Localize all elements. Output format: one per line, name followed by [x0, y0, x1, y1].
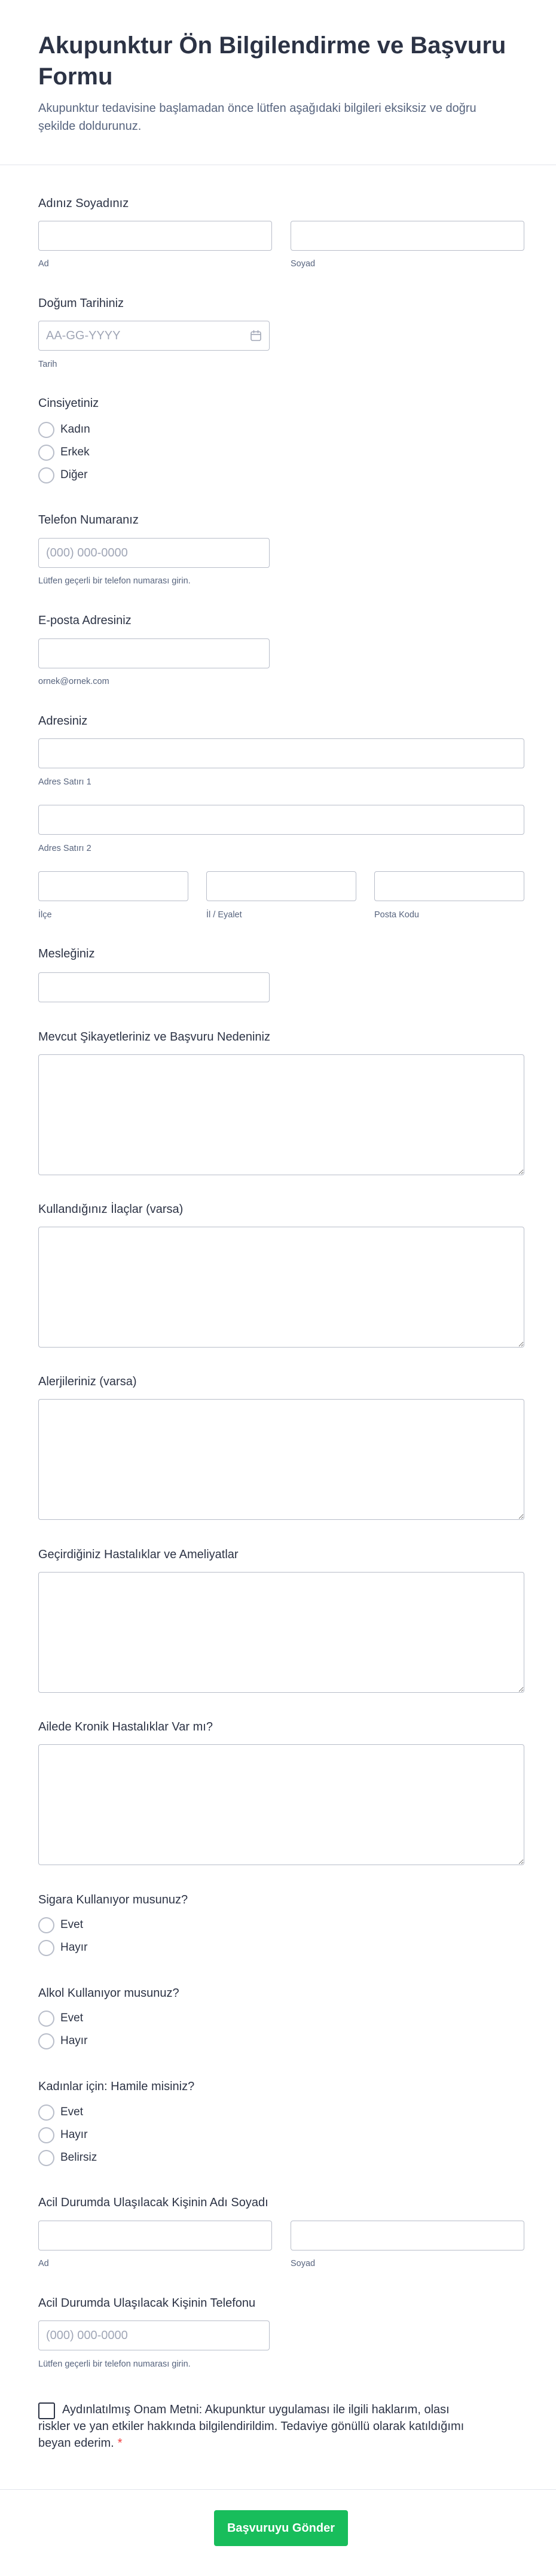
pregnancy-option-belirsiz[interactable]: Belirsiz [38, 2149, 97, 2167]
submit-button[interactable]: Başvuruyu Gönder [214, 2510, 348, 2546]
birthdate-sublabel: Tarih [38, 360, 57, 369]
last-name-input[interactable] [291, 221, 524, 251]
emergency-last-name-sublabel: Soyad [291, 2259, 316, 2268]
birthdate-input[interactable] [38, 321, 270, 351]
radio-circle[interactable] [38, 2033, 54, 2049]
family-label: Ailede Kronik Hastalıklar Var mı? [38, 1720, 213, 1733]
emergency-phone-input[interactable] [38, 2320, 270, 2350]
alcohol-option-hayir[interactable]: Hayır [38, 2032, 87, 2050]
emergency-first-name-sublabel: Ad [38, 2259, 49, 2268]
district-input[interactable] [38, 871, 188, 901]
occupation-label: Mesleğiniz [38, 947, 95, 960]
radio-circle[interactable] [38, 2127, 54, 2143]
postal-code-sublabel: Posta Kodu [374, 910, 419, 920]
medications-textarea[interactable] [38, 1227, 524, 1348]
required-mark: * [117, 2437, 123, 2450]
gender-label: Cinsiyetiniz [38, 397, 99, 410]
allergies-label: Alerjileriniz (varsa) [38, 1375, 137, 1388]
radio-circle[interactable] [38, 1940, 54, 1956]
pregnancy-option-evet[interactable]: Evet [38, 2103, 83, 2121]
radio-circle[interactable] [38, 1917, 54, 1933]
allergies-textarea[interactable] [38, 1399, 524, 1520]
smoking-label: Sigara Kullanıyor musunuz? [38, 1893, 188, 1906]
radio-circle[interactable] [38, 422, 54, 438]
gender-option-diger[interactable]: Diğer [38, 466, 87, 484]
complaints-textarea[interactable] [38, 1054, 524, 1175]
radio-circle[interactable] [38, 2104, 54, 2121]
pregnancy-label: Kadınlar için: Hamile misiniz? [38, 2080, 195, 2093]
address-line1-sublabel: Adres Satırı 1 [38, 777, 91, 787]
address-line1-input[interactable] [38, 738, 524, 768]
emergency-first-name-input[interactable] [38, 2221, 272, 2250]
history-label: Geçirdiğiniz Hastalıklar ve Ameliyatlar [38, 1548, 239, 1561]
postal-code-input[interactable] [374, 871, 524, 901]
birthdate-label: Doğum Tarihiniz [38, 297, 124, 310]
occupation-input[interactable] [38, 972, 270, 1002]
email-label: E-posta Adresiniz [38, 614, 132, 627]
emergency-last-name-input[interactable] [291, 2221, 524, 2250]
email-input[interactable] [38, 638, 270, 668]
city-input[interactable] [206, 871, 356, 901]
radio-circle[interactable] [38, 445, 54, 461]
address-line2-input[interactable] [38, 805, 524, 835]
emergency-phone-sublabel: Lütfen geçerli bir telefon numarası girin. [38, 2359, 191, 2369]
form-subtitle: Akupunktur tedavisine başlamadan önce lütfen aşağıdaki bilgileri eksiksiz ve doğru şekilde doldurunuz. [38, 102, 476, 133]
form-header [0, 0, 556, 165]
fullname-label: Adınız Soyadınız [38, 197, 129, 210]
smoking-option-hayir[interactable]: Hayır [38, 1939, 87, 1957]
first-name-sublabel: Ad [38, 259, 49, 269]
address-line2-sublabel: Adres Satırı 2 [38, 844, 91, 853]
calendar-icon[interactable] [250, 330, 262, 342]
address-label: Adresiniz [38, 714, 88, 728]
radio-circle[interactable] [38, 2150, 54, 2166]
alcohol-option-evet[interactable]: Evet [38, 2009, 83, 2027]
gender-option-erkek[interactable]: Erkek [38, 443, 90, 461]
family-textarea[interactable] [38, 1744, 524, 1865]
phone-input[interactable] [38, 538, 270, 568]
gender-option-kadin[interactable]: Kadın [38, 421, 90, 439]
pregnancy-option-hayir[interactable]: Hayır [38, 2126, 87, 2144]
last-name-sublabel: Soyad [291, 259, 316, 269]
emergency-phone-label: Acil Durumda Ulaşılacak Kişinin Telefonu [38, 2297, 256, 2310]
complaints-label: Mevcut Şikayetleriniz ve Başvuru Nedeniniz [38, 1030, 270, 1044]
phone-label: Telefon Numaranız [38, 513, 139, 527]
first-name-input[interactable] [38, 221, 272, 251]
email-sublabel: ornek@ornek.com [38, 677, 109, 686]
city-sublabel: İl / Eyalet [206, 910, 242, 920]
history-textarea[interactable] [38, 1572, 524, 1693]
emergency-name-label: Acil Durumda Ulaşılacak Kişinin Adı Soyadı [38, 2196, 268, 2209]
smoking-option-evet[interactable]: Evet [38, 1916, 83, 1934]
consent-label: Aydınlatılmış Onam Metni: Akupunktur uygulaması ile ilgili haklarım, olası riskler ve yan etkiler hakkında bilgilendirildim. Tedaviye gönüllü olarak katıldığımı beyan ederim. * [38, 2403, 465, 2450]
alcohol-label: Alkol Kullanıyor musunuz? [38, 1987, 179, 2000]
medications-label: Kullandığınız İlaçlar (varsa) [38, 1203, 184, 1216]
radio-circle[interactable] [38, 2011, 54, 2027]
phone-sublabel: Lütfen geçerli bir telefon numarası girin. [38, 576, 191, 586]
district-sublabel: İlçe [38, 910, 52, 920]
radio-circle[interactable] [38, 467, 54, 483]
form-title: Akupunktur Ön Bilgilendirme ve Başvuru Formu [38, 32, 506, 90]
